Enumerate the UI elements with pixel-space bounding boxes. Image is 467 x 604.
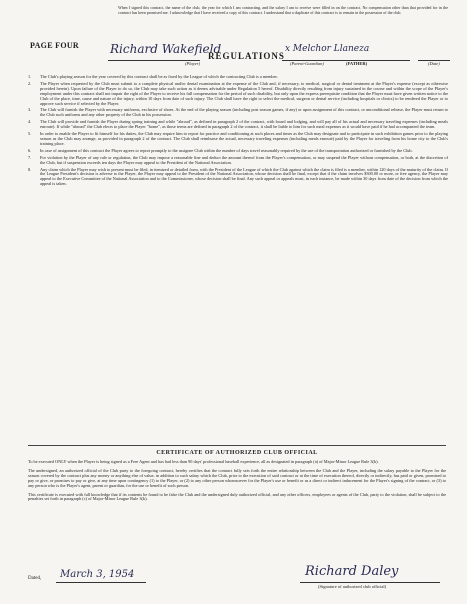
handwritten-date: March 3, 1954: [60, 569, 135, 580]
regulation-6: 6. In case of assignment of this contract the Player agrees to report promptly to the assignee Club within the number of days travel reasonably required by the use of the transportation authorized or furnished by the Club.: [28, 147, 413, 153]
certificate-paragraph-3: This certificate is executed with full knowledge that if its contents be found to be false the Club and the undersigned duly authorized official, and any other officers, employees or agents of the Club, party to the violation, shall be subject to the penalties set forth in paragraph (c) of Major-Minor League Rule 3(k).: [28, 491, 446, 502]
certificate-paragraph-2: The undersigned, an authorized official of the Club party to the foregoing contract, hereby certifies that the contract fully sets forth the entire relationship between the Club and the Player, including the salary payable to the Player for the season covered by the contract plus any money or anything else of value, in addition to such salary which the Club, prior to the execution of said contract or at the time of execution thereof, directly or indirectly, has paid or given, promised to pay or give, or promises to pay or give, at any time upon contingency (1) to the Player, or (2) to any other person whomsoever for the Player's use or benefit or as a direct or indirect inducement for the Player's signing of the contract, or (3) to any person who is the Player's agent, parent or guardian, for the use or benefit of such person.: [28, 467, 446, 488]
intro-paragraph: When I signed this contract, the name of the club, the year for which I am contracting, and the salary I am to receive were filled in on the contract. No compensation other than that provided for in the contract has been promised me. I acknowledge that I have received a copy of this contract. I understand that a duplicate of this contract is to remain in the possession of the club.: [118, 5, 448, 15]
regulation-8: 8. Any claim which the Player may wish to present must be filed, in itemized or detailed form, with the President of the League of which the Club against which the claim is filed is a member, within 120 days of the maturity of the claim. If the League President's decision is adverse to the Player, the Player may appeal to the President of the National Association, whose decision shall be final, except that if the claim involves $300.00 or more, or free agency, the Player may appeal to the Executive Committee of the National Association and to the Commissioner, whose decision shall be final. Any such appeal or appeals must, in each instance, be made within 30 days from date of the decision from which the appeal is taken.: [28, 166, 448, 187]
regulation-4: 4. The Club will provide and furnish the Player during spring training and while "abroad", as defined in paragraph 2 of the contract, with board and lodging, and will pay all of his actual and necessary traveling expenses (including meals enroute). If while "abroad" the Club elects to place the Player "home", as those terms are defined in paragraph 2 of the contract, it shall be liable to him for such meal expenses as it would have paid if he had accompanied the team.: [28, 119, 448, 130]
certificate-paragraph-1: To be executed ONLY when the Player is being signed as a Free Agent and has had less than 90 days' professional baseball experience, all as designated in paragraph (a) of Major-Minor League Rule 3(k).: [28, 459, 379, 464]
date-line: [56, 582, 146, 583]
date-caption: (Date): [428, 61, 440, 66]
regulation-3: 3. The Club will furnish the Player with necessary uniforms, exclusive of shoes. At the end of the playing season (including post season games, if any) or upon assignment of this contract, or unconditional release, the Player must return to the Club such uniforms and any other property of the Club in his possession.: [28, 107, 448, 118]
player-caption: (Player): [185, 61, 200, 66]
regulation-7: 7. For violation by the Player of any rule or regulation, the Club may impose a reasonable fine and deduct the amount thereof from the Player's compensation, or may suspend the Player without compensation, or both, at the discretion of the Club, but if suspension exceeds ten days the Player may appeal to the President of the National Association.: [28, 154, 448, 165]
dated-label: Dated,: [28, 576, 42, 581]
regulation-1: 1. The Club's playing season for the year covered by this contract shall be as fixed by the League of which the contracting Club is a member.: [28, 74, 278, 79]
regulation-5: 5. In order to enable the Player to fit himself for his duties, the Club may require him to report for practice and conditioning at such places and times as the Club may designate and to participate in such exhibition games prior to the playing season as the Club may arrange, as provided in paragraph 2 of the contract. The Club shall reimburse the actual, necessary traveling expenses (including meals enroute) paid by the Player for traveling from his home city to the Club's training place.: [28, 131, 448, 146]
official-caption: (Signature of authorized club official): [318, 584, 387, 589]
player-signature: Richard Wakefield: [110, 42, 222, 56]
guardian-signature: x Melchor Llaneza: [285, 44, 370, 54]
regulations-list: [28, 75, 448, 189]
official-signature-line: [300, 582, 440, 583]
page-title: REGULATIONS: [208, 51, 285, 61]
official-signature: Richard Daley: [305, 564, 399, 579]
regulation-2: 2. The Player when requested by the Club must submit to a complete physical and/or dental examination at the expense of the Club and, if necessary, to medical, surgical or dental treatment at the Player's expense (except as otherwise provided herein). Upon failure of the Player to do so, the Club may take such action as it deems advisable under Regulation 5 hereof. Disability directly resulting from injury sustained in the course and within the scope of the Player's employment under this contract shall not impair the right of the Player to receive his full compensation for the period of such disability, but only upon the express prerequisite condition that the Player must have given written notice to the Club of the place, time, cause and nature of the injury, within 10 days from date of such injury. The Club shall have the right to select the medical, surgeon or dental service (including hospitals or clinics) to be rendered the Player or to approve such service if selected by the Player.: [28, 80, 448, 106]
certificate-section: [28, 445, 446, 502]
page-label: PAGE FOUR: [30, 41, 79, 50]
father-caption: (FATHER): [346, 61, 368, 66]
certificate-title: CERTIFICATE OF AUTHORIZED CLUB OFFICIAL: [156, 450, 318, 456]
guardian-caption: (Parent-Guardian): [290, 61, 324, 66]
